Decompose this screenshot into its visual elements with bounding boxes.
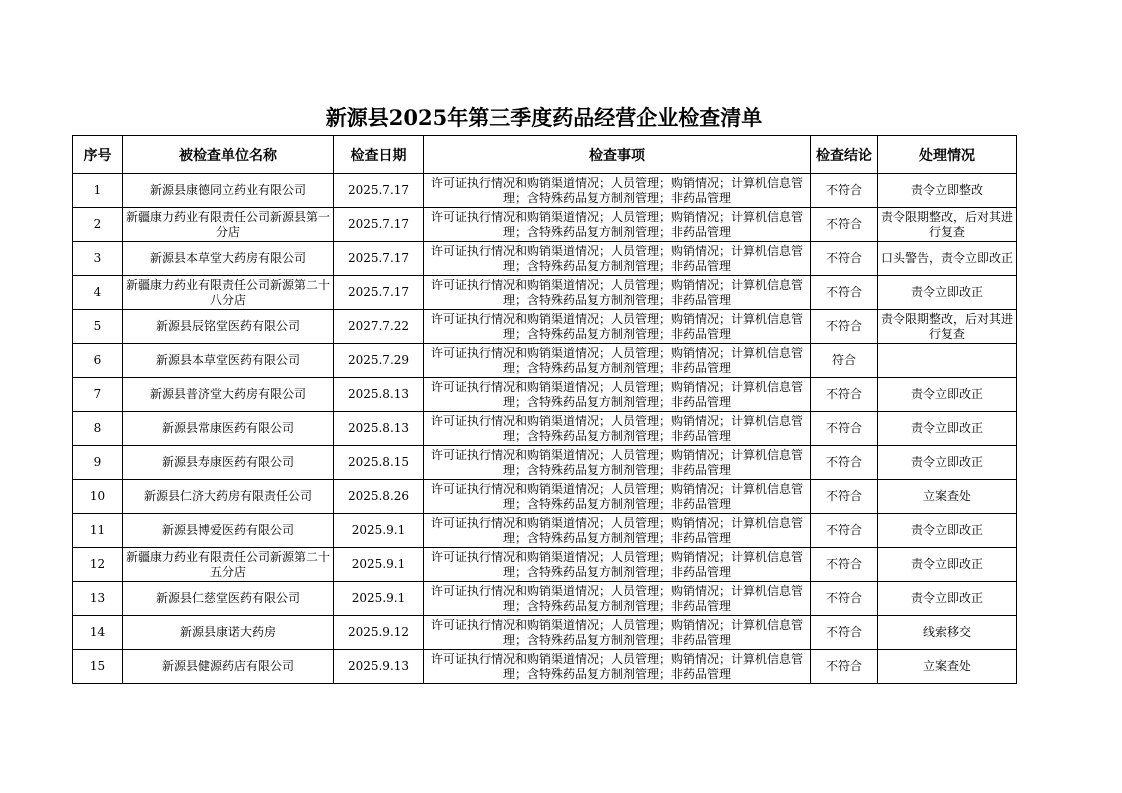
cell-no: 6 (73, 344, 123, 378)
cell-action: 责令立即改正 (878, 412, 1017, 446)
cell-date: 2025.8.26 (334, 480, 424, 514)
table-row (73, 616, 1017, 650)
cell-date: 2025.7.29 (334, 344, 424, 378)
cell-action: 口头警告，责令立即改正 (878, 242, 1017, 276)
cell-result: 不符合 (811, 548, 878, 582)
cell-items: 许可证执行情况和购销渠道情况；人员管理；购销情况；计算机信息管理；含特殊药品复方制剂管理；非药品管理 (424, 480, 811, 514)
cell-no: 14 (73, 616, 123, 650)
cell-action: 责令立即改正 (878, 446, 1017, 480)
cell-action: 线索移交 (878, 616, 1017, 650)
cell-result: 不符合 (811, 208, 878, 242)
cell-items: 许可证执行情况和购销渠道情况；人员管理；购销情况；计算机信息管理；含特殊药品复方制剂管理；非药品管理 (424, 174, 811, 208)
table-row (73, 174, 1017, 208)
cell-result: 不符合 (811, 582, 878, 616)
cell-name: 新源县博爱医药有限公司 (123, 514, 334, 548)
cell-no: 13 (73, 582, 123, 616)
cell-action: 责令立即改正 (878, 548, 1017, 582)
cell-no: 12 (73, 548, 123, 582)
header-date: 检查日期 (334, 136, 424, 174)
cell-result: 不符合 (811, 412, 878, 446)
cell-action: 责令立即改正 (878, 378, 1017, 412)
cell-no: 1 (73, 174, 123, 208)
cell-result: 不符合 (811, 174, 878, 208)
cell-date: 2027.7.22 (334, 310, 424, 344)
cell-items: 许可证执行情况和购销渠道情况；人员管理；购销情况；计算机信息管理；含特殊药品复方制剂管理；非药品管理 (424, 616, 811, 650)
cell-result: 不符合 (811, 514, 878, 548)
cell-name: 新源县本草堂大药房有限公司 (123, 242, 334, 276)
header-no: 序号 (73, 136, 123, 174)
cell-items: 许可证执行情况和购销渠道情况；人员管理；购销情况；计算机信息管理；含特殊药品复方制剂管理；非药品管理 (424, 310, 811, 344)
cell-name: 新疆康力药业有限责任公司新源第二十五分店 (123, 548, 334, 582)
table-row (73, 208, 1017, 242)
cell-no: 9 (73, 446, 123, 480)
cell-result: 不符合 (811, 446, 878, 480)
cell-name: 新源县常康医药有限公司 (123, 412, 334, 446)
cell-items: 许可证执行情况和购销渠道情况；人员管理；购销情况；计算机信息管理；含特殊药品复方制剂管理；非药品管理 (424, 378, 811, 412)
cell-action: 责令立即改正 (878, 276, 1017, 310)
cell-name: 新源县健源药店有限公司 (123, 650, 334, 684)
cell-no: 8 (73, 412, 123, 446)
cell-items: 许可证执行情况和购销渠道情况；人员管理；购销情况；计算机信息管理；含特殊药品复方制剂管理；非药品管理 (424, 242, 811, 276)
cell-no: 5 (73, 310, 123, 344)
cell-items: 许可证执行情况和购销渠道情况；人员管理；购销情况；计算机信息管理；含特殊药品复方制剂管理；非药品管理 (424, 412, 811, 446)
cell-name: 新源县仁慈堂医药有限公司 (123, 582, 334, 616)
cell-items: 许可证执行情况和购销渠道情况；人员管理；购销情况；计算机信息管理；含特殊药品复方制剂管理；非药品管理 (424, 276, 811, 310)
table-row (73, 310, 1017, 344)
cell-date: 2025.9.12 (334, 616, 424, 650)
cell-name: 新源县本草堂医药有限公司 (123, 344, 334, 378)
cell-name: 新疆康力药业有限责任公司新源第二十八分店 (123, 276, 334, 310)
cell-action: 责令限期整改，后对其进行复查 (878, 208, 1017, 242)
header-action: 处理情况 (878, 136, 1017, 174)
header-items: 检查事项 (424, 136, 811, 174)
table-row (73, 242, 1017, 276)
table-row (73, 412, 1017, 446)
table-row (73, 446, 1017, 480)
cell-date: 2025.9.1 (334, 514, 424, 548)
cell-name: 新源县康德同立药业有限公司 (123, 174, 334, 208)
cell-items: 许可证执行情况和购销渠道情况；人员管理；购销情况；计算机信息管理；含特殊药品复方制剂管理；非药品管理 (424, 650, 811, 684)
table-body (73, 174, 1017, 684)
table-row (73, 344, 1017, 378)
cell-no: 15 (73, 650, 123, 684)
cell-date: 2025.8.13 (334, 378, 424, 412)
cell-date: 2025.7.17 (334, 174, 424, 208)
cell-name: 新源县辰铭堂医药有限公司 (123, 310, 334, 344)
table-row (73, 650, 1017, 684)
cell-date: 2025.7.17 (334, 276, 424, 310)
cell-items: 许可证执行情况和购销渠道情况；人员管理；购销情况；计算机信息管理；含特殊药品复方制剂管理；非药品管理 (424, 582, 811, 616)
cell-no: 3 (73, 242, 123, 276)
cell-result: 不符合 (811, 276, 878, 310)
cell-result: 不符合 (811, 378, 878, 412)
cell-name: 新源县寿康医药有限公司 (123, 446, 334, 480)
cell-action: 立案查处 (878, 650, 1017, 684)
cell-action: 立案查处 (878, 480, 1017, 514)
table-row (73, 276, 1017, 310)
cell-result: 不符合 (811, 650, 878, 684)
cell-items: 许可证执行情况和购销渠道情况；人员管理；购销情况；计算机信息管理；含特殊药品复方制剂管理；非药品管理 (424, 548, 811, 582)
cell-date: 2025.9.1 (334, 582, 424, 616)
cell-result: 不符合 (811, 480, 878, 514)
cell-date: 2025.8.13 (334, 412, 424, 446)
cell-result: 不符合 (811, 616, 878, 650)
header-name: 被检查单位名称 (123, 136, 334, 174)
cell-no: 2 (73, 208, 123, 242)
cell-no: 7 (73, 378, 123, 412)
cell-result: 不符合 (811, 310, 878, 344)
inspection-table (72, 135, 1017, 684)
cell-action: 责令立即改正 (878, 514, 1017, 548)
cell-date: 2025.7.17 (334, 242, 424, 276)
cell-date: 2025.9.1 (334, 548, 424, 582)
cell-date: 2025.8.15 (334, 446, 424, 480)
table-header-row (73, 136, 1017, 174)
table-row (73, 548, 1017, 582)
cell-items: 许可证执行情况和购销渠道情况；人员管理；购销情况；计算机信息管理；含特殊药品复方制剂管理；非药品管理 (424, 514, 811, 548)
cell-result: 不符合 (811, 242, 878, 276)
table-row (73, 378, 1017, 412)
cell-no: 11 (73, 514, 123, 548)
cell-name: 新源县康诺大药房 (123, 616, 334, 650)
cell-no: 4 (73, 276, 123, 310)
cell-action (878, 344, 1017, 378)
header-result: 检查结论 (811, 136, 878, 174)
cell-name: 新源县仁济大药房有限责任公司 (123, 480, 334, 514)
table-row (73, 582, 1017, 616)
cell-action: 责令限期整改，后对其进行复查 (878, 310, 1017, 344)
cell-items: 许可证执行情况和购销渠道情况；人员管理；购销情况；计算机信息管理；含特殊药品复方制剂管理；非药品管理 (424, 344, 811, 378)
cell-items: 许可证执行情况和购销渠道情况；人员管理；购销情况；计算机信息管理；含特殊药品复方制剂管理；非药品管理 (424, 446, 811, 480)
page-title: 新源县2025年第三季度药品经营企业检查清单 (325, 105, 763, 130)
cell-no: 10 (73, 480, 123, 514)
cell-action: 责令立即整改 (878, 174, 1017, 208)
cell-name: 新源县普济堂大药房有限公司 (123, 378, 334, 412)
cell-items: 许可证执行情况和购销渠道情况；人员管理；购销情况；计算机信息管理；含特殊药品复方制剂管理；非药品管理 (424, 208, 811, 242)
cell-result: 符合 (811, 344, 878, 378)
cell-action: 责令立即改正 (878, 582, 1017, 616)
table-row (73, 514, 1017, 548)
cell-date: 2025.7.17 (334, 208, 424, 242)
cell-date: 2025.9.13 (334, 650, 424, 684)
cell-name: 新疆康力药业有限责任公司新源县第一分店 (123, 208, 334, 242)
table-row (73, 480, 1017, 514)
